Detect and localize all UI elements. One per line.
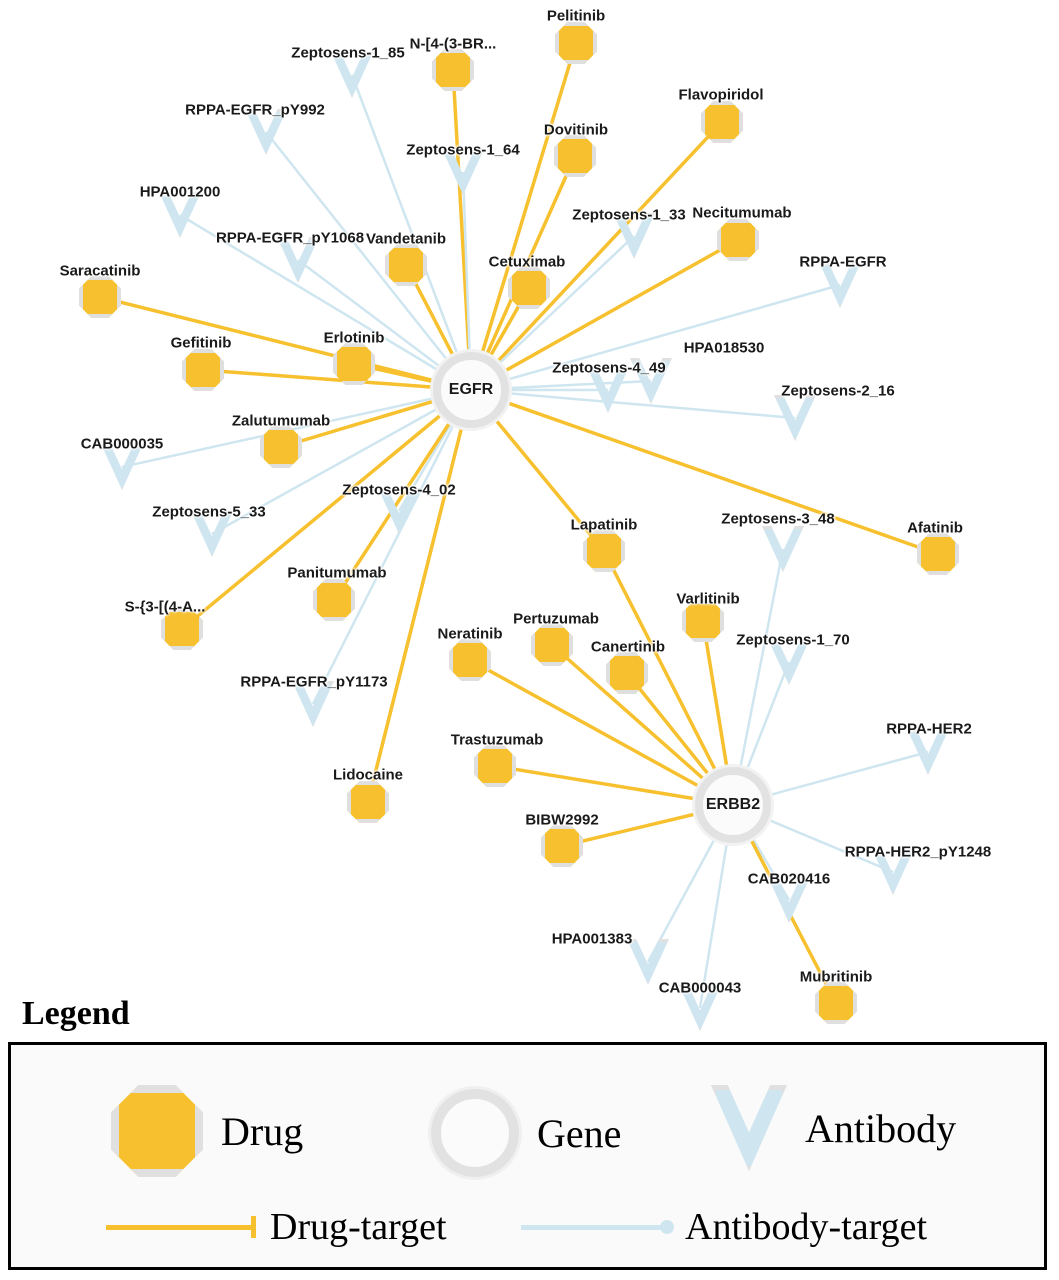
- antibody-node-label: CAB000035: [80, 435, 164, 453]
- drug-node-label: Saracatinib: [59, 262, 141, 280]
- drug-node-label: Vandetanib: [365, 230, 447, 248]
- legend-label-drug-target: Drug-target: [270, 1206, 447, 1248]
- antibody-target-edge: [471, 390, 795, 418]
- legend-label-antibody-target: Antibody-target: [685, 1206, 928, 1248]
- drug-node-label: Erlotinib: [323, 329, 385, 347]
- antibody-node-label: Zeptosens-2_16: [781, 382, 895, 400]
- legend-edge-drug-target: [106, 1205, 447, 1249]
- antibody-node-label: Zeptosens-1_33: [572, 206, 686, 224]
- antibody-node-label: HPA018530: [683, 339, 765, 357]
- legend-title: Legend: [22, 995, 130, 1032]
- antibody-node-label: Zeptosens-1_70: [736, 631, 850, 649]
- legend-item-gene: [431, 1089, 621, 1177]
- drug-node-label: S-{3-[(4-A...: [124, 598, 206, 616]
- drug-target-edge: [471, 390, 938, 554]
- drug-node-label: BIBW2992: [525, 811, 599, 829]
- legend-item-antibody: [711, 1085, 956, 1171]
- antibody-icon: [711, 1085, 787, 1171]
- drug-node-label: Flavopiridol: [678, 86, 764, 104]
- drug-node-label: Lidocaine: [332, 766, 404, 784]
- drug-node-label: Mubritinib: [799, 968, 873, 986]
- drug-node-label: Necitumumab: [692, 204, 792, 222]
- antibody-node-label: HPA001383: [551, 930, 633, 948]
- gene-node-label: EGFR: [448, 381, 494, 398]
- drug-node-label: Pertuzumab: [513, 610, 599, 628]
- drug-node-label: N-[4-(3-BR...: [409, 35, 497, 53]
- antibody-node-label: RPPA-HER2_pY1248: [844, 843, 992, 861]
- antibody-node-label: CAB000043: [658, 979, 742, 997]
- antibody-node-label: Zeptosens-1_85: [291, 44, 405, 62]
- legend-edge-antibody-target: [521, 1205, 927, 1249]
- legend-label-gene: Gene: [537, 1110, 622, 1156]
- legend-label-antibody: Antibody: [805, 1105, 957, 1151]
- drug-target-edge-icon: [106, 1225, 256, 1230]
- drug-node-label: Pelitinib: [546, 7, 606, 25]
- drug-node-label: Neratinib: [437, 625, 503, 643]
- drug-node-label: Dovitinib: [543, 121, 609, 139]
- antibody-node-label: HPA001200: [139, 183, 221, 201]
- antibody-node-label: RPPA-EGFR_pY1068: [215, 229, 365, 247]
- gene-icon: [431, 1089, 519, 1177]
- antibody-target-edge: [733, 549, 783, 805]
- legend-box: [8, 1042, 1047, 1270]
- antibody-node-label: RPPA-EGFR_pY1173: [240, 673, 388, 691]
- drug-node-label: Panitumumab: [287, 564, 387, 582]
- legend-label-drug: Drug: [221, 1108, 304, 1154]
- antibody-target-edge-icon: [521, 1225, 671, 1230]
- antibody-node-label: Zeptosens-3_48: [721, 510, 835, 528]
- antibody-node-label: Zeptosens-1_64: [406, 141, 520, 159]
- antibody-node-label: CAB020416: [747, 870, 831, 888]
- antibody-node-label: Zeptosens-4_49: [552, 359, 666, 377]
- drug-node-label: Zalutumumab: [231, 412, 331, 430]
- drug-node-label: Afatinib: [907, 519, 963, 537]
- drug-node-label: Trastuzumab: [450, 731, 544, 749]
- antibody-node-label: Zeptosens-5_33: [152, 503, 266, 521]
- drug-node-label: Gefitinib: [170, 334, 232, 352]
- antibody-node-label: RPPA-EGFR: [799, 253, 887, 271]
- drug-node-label: Varlitinib: [676, 590, 740, 608]
- gene-node-label: ERBB2: [705, 796, 761, 813]
- drug-node-label: Cetuximab: [488, 253, 566, 271]
- drug-icon: [111, 1085, 203, 1177]
- legend-item-drug: [111, 1085, 303, 1177]
- antibody-target-edge: [313, 390, 471, 704]
- drug-node-label: Lapatinib: [570, 516, 638, 534]
- antibody-node-label: RPPA-HER2: [886, 720, 972, 738]
- antibody-node-label: RPPA-EGFR_pY992: [185, 101, 325, 119]
- antibody-node-label: Zeptosens-4_02: [342, 481, 456, 499]
- drug-node-label: Canertinib: [590, 638, 666, 656]
